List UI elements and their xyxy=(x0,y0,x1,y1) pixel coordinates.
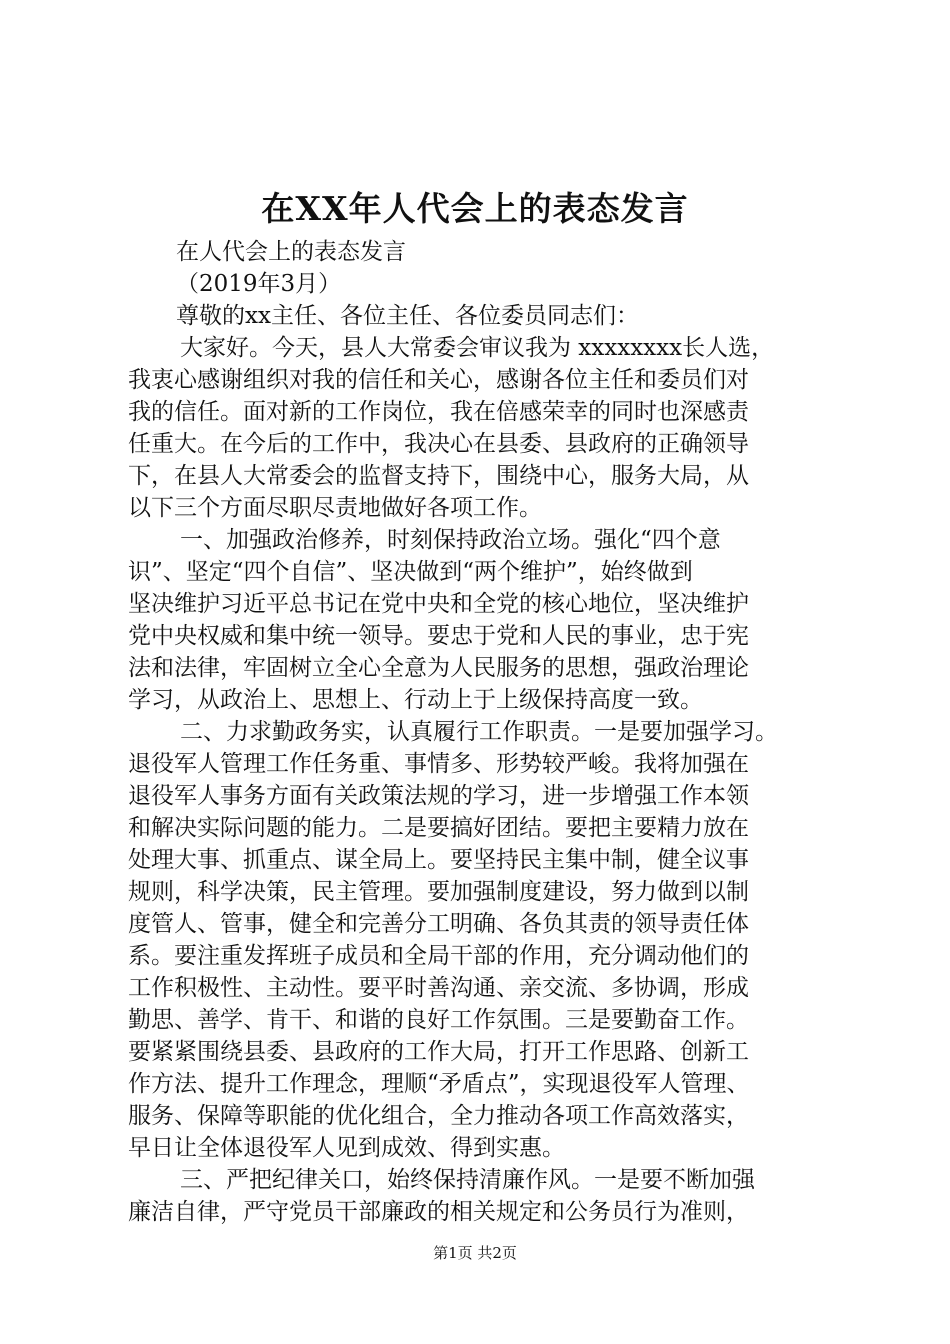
paragraph-line: 勤思、善学、肯干、和谐的良好工作氛围。三是要勤奋工作。 xyxy=(128,1007,749,1033)
paragraph-line: 退役军人事务方面有关政策法规的学习，进一步增强工作本领 xyxy=(128,783,749,809)
paragraph-line: 下，在县人大常委会的监督支持下，围绕中心，服务大局，从 xyxy=(128,463,749,489)
paragraph-line: 我衷心感谢组织对我的信任和关心，感谢各位主任和委员们对 xyxy=(128,367,749,393)
subtitle-line: 在人代会上的表态发言 xyxy=(176,239,406,265)
paragraph-line: 处理大事、抓重点、谋全局上。要坚持民主集中制，健全议事 xyxy=(128,847,749,873)
paragraph-line: 廉洁自律，严守党员干部廉政的相关规定和公务员行为准则， xyxy=(128,1199,749,1225)
paragraph-line: 任重大。在今后的工作中，我决心在县委、县政府的正确领导 xyxy=(128,431,749,457)
date-line: （2019年3月） xyxy=(176,271,342,297)
paragraph-line: 坚决维护习近平总书记在党中央和全党的核心地位，坚决维护 xyxy=(128,591,749,617)
paragraph-line: 早日让全体退役军人见到成效、得到实惠。 xyxy=(128,1135,565,1161)
paragraph-line: 系。要注重发挥班子成员和全局干部的作用，充分调动他们的 xyxy=(128,943,749,969)
document-title: 在XX年人代会上的表态发言 xyxy=(261,189,689,228)
paragraph-line: 我的信任。面对新的工作岗位，我在倍感荣幸的同时也深感责 xyxy=(128,399,749,425)
paragraph-line: 服务、保障等职能的优化组合，全力推动各项工作高效落实， xyxy=(128,1103,749,1129)
paragraph-line: 作方法、提升工作理念，理顺“矛盾点”，实现退役军人管理、 xyxy=(128,1071,750,1097)
paragraph-line: 三、严把纪律关口，始终保持清廉作风。一是要不断加强 xyxy=(180,1167,755,1193)
paragraph-line: 学习，从政治上、思想上、行动上于上级保持高度一致。 xyxy=(128,687,703,713)
page-number-footer: 第1页 共2页 xyxy=(433,1244,517,1262)
paragraph-line: 党中央权威和集中统一领导。要忠于党和人民的事业，忠于宪 xyxy=(128,623,749,649)
paragraph-line: 和解决实际问题的能力。二是要搞好团结。要把主要精力放在 xyxy=(128,815,749,841)
paragraph-line: 法和法律，牢固树立全心全意为人民服务的思想，强政治理论 xyxy=(128,655,749,681)
paragraph-line: 工作积极性、主动性。要平时善沟通、亲交流、多协调，形成 xyxy=(128,975,749,1001)
paragraph-line: 二、力求勤政务实，认真履行工作职责。一是要加强学习。 xyxy=(180,719,778,745)
paragraph-line: 一、加强政治修养，时刻保持政治立场。强化“四个意 xyxy=(180,527,721,553)
paragraph-line: 度管人、管事，健全和完善分工明确、各负其责的领导责任体 xyxy=(128,911,749,937)
paragraph-line: 大家好。今天，县人大常委会审议我为 xxxxxxxx长人选， xyxy=(180,335,775,361)
paragraph-line: 要紧紧围绕县委、县政府的工作大局，打开工作思路、创新工 xyxy=(128,1039,749,1065)
salutation-line: 尊敬的xx主任、各位主任、各位委员同志们： xyxy=(176,303,639,329)
paragraph-line: 退役军人管理工作任务重、事情多、形势较严峻。我将加强在 xyxy=(128,751,749,777)
paragraph-line: 识”、坚定“四个自信”、坚决做到“两个维护”，始终做到 xyxy=(128,559,693,585)
paragraph-line: 以下三个方面尽职尽责地做好各项工作。 xyxy=(128,495,542,521)
document-body xyxy=(128,236,840,1228)
paragraph-line: 规则，科学决策，民主管理。要加强制度建设，努力做到以制 xyxy=(128,879,749,905)
